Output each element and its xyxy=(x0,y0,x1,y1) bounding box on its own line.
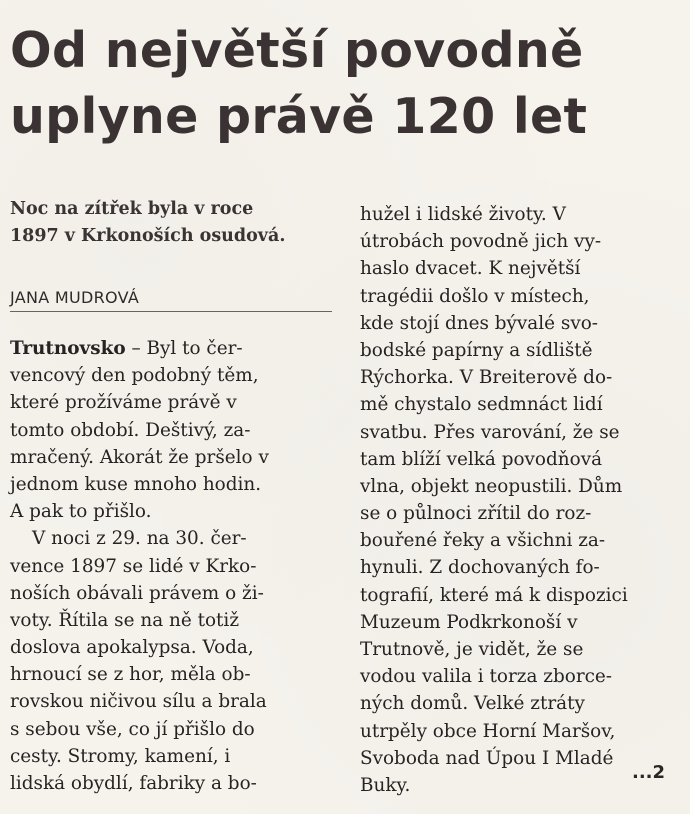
body-line: jednom kuse mnoho hodin. xyxy=(10,473,262,495)
body-line: bodské papírny a sídliště xyxy=(360,339,593,361)
body-line: A pak to přišlo. xyxy=(10,501,152,523)
body-line: bouřené řeky a všichni za- xyxy=(360,530,606,552)
body-line: cesty. Stromy, kamení, i xyxy=(10,745,231,767)
byline-divider xyxy=(10,311,332,312)
body-line: Rýchorka. V Breiterově do- xyxy=(360,367,613,389)
body-line: Buky. xyxy=(360,774,411,796)
body-line-text: Byl to čer- xyxy=(146,338,243,359)
headline-line-1: Od největší povodně xyxy=(10,22,584,79)
body-line: tam blíží velká povodňová xyxy=(360,448,603,470)
perex xyxy=(10,196,340,250)
body-line: hynuli. Z dochovaných fo- xyxy=(360,557,600,579)
body-line: vence 1897 se lidé v Krko- xyxy=(10,555,257,577)
body-line: ných domů. Velké ztráty xyxy=(360,693,585,715)
perex-line-2: 1897 v Krkonoších osudová. xyxy=(10,226,286,246)
perex-line-1: Noc na zítřek byla v roce xyxy=(10,199,254,219)
body-line: doslova apokalypsa. Voda, xyxy=(10,637,254,659)
headline-line-2: uplyne právě 120 let xyxy=(10,88,588,145)
headline xyxy=(10,18,685,150)
body-line: hrnoucí se z hor, měla ob- xyxy=(10,664,251,686)
body-line: útrobách povodně jich vy- xyxy=(360,231,602,253)
body-line: se o půlnoci zřítil do roz- xyxy=(360,503,592,525)
dateline: Trutnovsko xyxy=(10,338,126,359)
body-line: voty. Řítila se na ně totiž xyxy=(10,609,240,631)
body-line: haslo dvacet. K největší xyxy=(360,258,581,280)
body-line: vencový den podobný těm, xyxy=(10,365,259,387)
body-line: mračený. Akorát že pršelo v xyxy=(10,446,269,468)
dateline-dash: – xyxy=(125,338,147,359)
body-line: kde stojí dnes bývalé svo- xyxy=(360,312,599,334)
author-byline: JANA MUDROVÁ xyxy=(10,288,140,307)
body-line: tomto období. Deštivý, za- xyxy=(10,419,251,441)
article-column-right xyxy=(360,201,685,799)
body-line: lidská obydlí, fabriky a bo- xyxy=(10,773,257,794)
body-line: tografií, které má k dispozici xyxy=(360,584,628,606)
body-line: hužel i lidské životy. V xyxy=(360,204,566,225)
article-column-left xyxy=(10,335,338,797)
body-line: noších obávali právem o ži- xyxy=(10,582,264,604)
body-line: tragédii došlo v místech, xyxy=(360,285,590,307)
body-line: Trutnově, je vidět, že se xyxy=(360,639,584,660)
body-line: s sebou vše, co jí přišlo do xyxy=(10,718,255,740)
body-line: mě chystalo sedmnáct lidí xyxy=(360,394,603,416)
continuation-marker: ...2 xyxy=(632,762,666,783)
body-line: vlna, objekt neopustili. Dům xyxy=(360,475,623,497)
body-line xyxy=(10,335,338,362)
body-line: svatbu. Přes varování, že se xyxy=(360,421,620,443)
body-line: které prožíváme právě v xyxy=(10,392,237,414)
body-line: utrpěly obce Horní Maršov, xyxy=(360,720,616,742)
body-line: Svoboda nad Úpou I Mladé xyxy=(360,747,614,769)
body-line: vodou valila i torza zborce- xyxy=(360,666,613,688)
body-line: rovskou ničivou sílu a brala xyxy=(10,691,267,713)
body-line: Muzeum Podkrkonoší v xyxy=(360,611,578,633)
body-line: V noci z 29. na 30. čer- xyxy=(32,528,247,550)
